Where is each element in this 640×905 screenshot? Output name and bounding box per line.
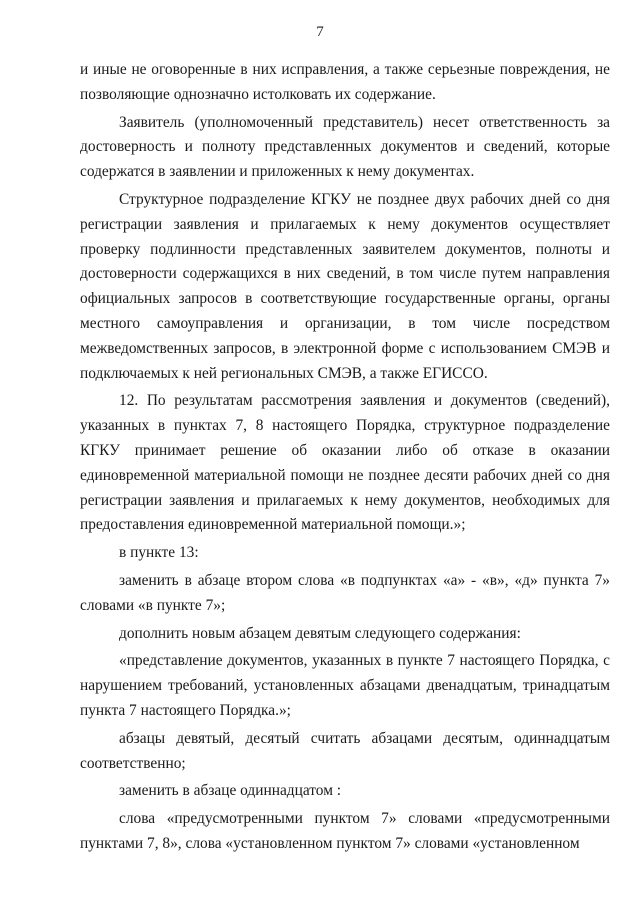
paragraph-4: 12. По результатам рассмотрения заявления и документов (сведений), указанных в пунктах 7, 8 настоящего Порядка, структурное подразделение КГКУ принимает решение об оказании либо об отказе в оказании единовременной материальной помощи не позднее десяти рабочих дней со дня регистрации заявления и прилагаемых к нему документов, необходимых для предоставления единовременной материальной помощи.»; [80, 392, 610, 534]
page-number: 7 [316, 24, 324, 40]
paragraph-2: Заявитель (уполномоченный представитель) несет ответственность за достоверность и полноту представленных документов и сведений, которые содержатся в заявлении и приложенных к нему документах. [80, 113, 610, 181]
paragraph-10: заменить в абзаце одиннадцатом : [119, 782, 342, 800]
document-body [80, 58, 610, 860]
paragraph-3: Структурное подразделение КГКУ не позднее двух рабочих дней со дня регистрации заявления и прилагаемых к нему документов осуществляет проверку подлинности представленных заявителем документов, полноты и достоверности содержащихся в них сведений, в том числе путем направления официальных запросов в соответствующие государственные органы, органы местного самоуправления и организации, в том числе посредством межведомственных запросов, в электронной форме с использованием СМЭВ и подключаемых к ней региональных СМЭВ, а также ЕГИССО. [80, 190, 610, 382]
paragraph-5: в пункте 13: [119, 544, 199, 562]
paragraph-9: абзацы девятый, десятый считать абзацами десятым, одиннадцатым соответственно; [80, 729, 610, 772]
paragraph-6: заменить в абзаце втором слова «в подпунктах «а» - «в», «д» пункта 7» словами «в пункте 7»; [80, 571, 610, 614]
paragraph-11: слова «предусмотренными пунктом 7» словами «предусмотренными пунктами 7, 8», слова «установленном пунктом 7» словами «установленном [80, 810, 610, 852]
paragraph-8: «представление документов, указанных в пункте 7 настоящего Порядка, с нарушением требований, установленных абзацами двенадцатым, тринадцатым пункта 7 настоящего Порядка.»; [80, 652, 610, 719]
paragraph-1: и иные не оговоренные в них исправления, а также серьезные повреждения, не позволяющие однозначно истолковать их содержание. [80, 61, 610, 103]
paragraph-7: дополнить новым абзацем девятым следующего содержания: [119, 624, 521, 642]
